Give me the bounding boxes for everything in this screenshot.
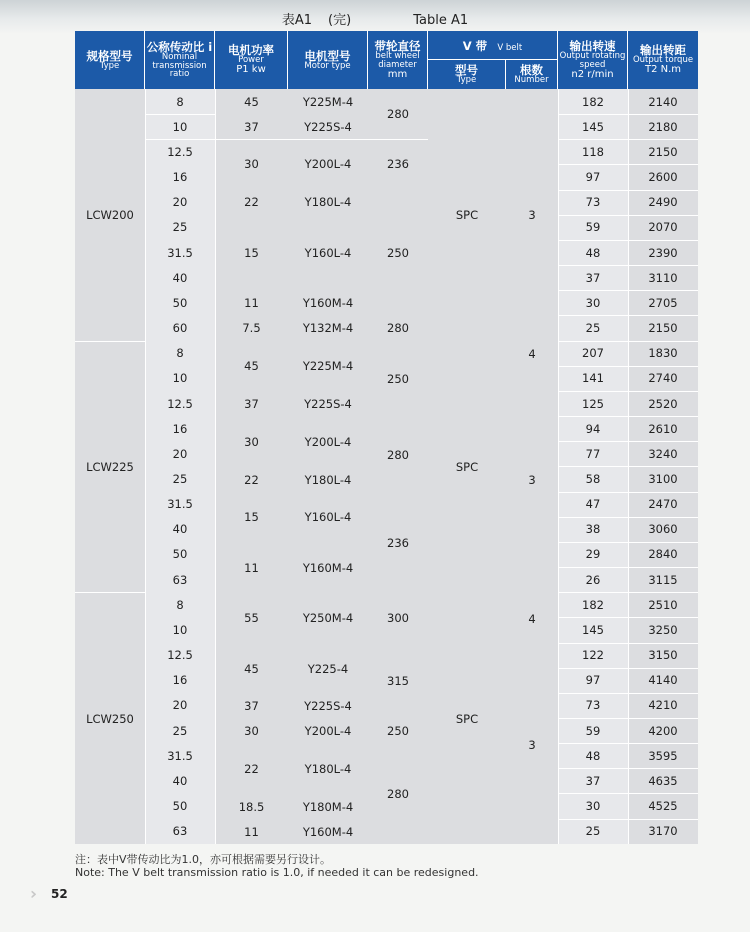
torque-cell: 4210	[648, 698, 678, 713]
speed-cell: 118	[582, 144, 604, 159]
vbelt-number: 4	[528, 347, 536, 361]
vbelt-type-lcw225: SPC	[455, 460, 479, 474]
type-label-lcw200: LCW200	[86, 208, 134, 222]
speed-cell: 30	[585, 799, 601, 814]
ratio-cell: 16	[172, 673, 188, 688]
ratio-cell: 12.5	[167, 396, 193, 411]
torque-cell: 3100	[648, 471, 678, 486]
power-cell: 11	[244, 561, 259, 575]
type-label-lcw225: LCW225	[86, 460, 134, 474]
torque-cell: 2520	[648, 396, 678, 411]
torque-cell: 3115	[648, 572, 678, 587]
ratio-cell: 10	[172, 371, 188, 386]
ratio-cell: 40	[172, 773, 188, 788]
power-cell: 37	[244, 397, 259, 411]
motor-cell: Y200L-4	[304, 724, 352, 738]
motor-cell: Y160M-4	[302, 296, 354, 310]
speed-cell: 30	[585, 295, 601, 310]
speed-cell: 125	[582, 396, 604, 411]
torque-cell: 2150	[648, 144, 678, 159]
power-cell: 11	[244, 825, 259, 839]
power-cell: 7.5	[242, 321, 261, 335]
torque-cell: 2740	[648, 371, 678, 386]
torque-cell: 3110	[648, 270, 678, 285]
motor-cell: Y225S-4	[304, 699, 352, 713]
torque-cell: 4635	[648, 773, 678, 788]
ratio-cell: 20	[172, 698, 188, 713]
motor-cell: Y225S-4	[304, 397, 352, 411]
power-cell: 45	[244, 95, 259, 109]
motor-cell: Y225M-4	[302, 359, 354, 373]
torque-cell: 3250	[648, 622, 678, 637]
torque-cell: 2490	[648, 195, 678, 210]
ratio-cell: 16	[172, 421, 188, 436]
wheel-cell: 300	[387, 611, 409, 625]
chevron-icon: ›››	[30, 884, 32, 903]
power-cell: 30	[244, 157, 259, 171]
power-cell: 18.5	[238, 800, 265, 814]
speed-cell: 94	[585, 421, 601, 436]
torque-cell: 4525	[648, 799, 678, 814]
speed-cell: 26	[585, 572, 601, 587]
motor-cell: Y225S-4	[304, 120, 352, 134]
table-body	[75, 89, 698, 844]
speed-cell: 29	[585, 547, 601, 562]
power-cell: 55	[244, 611, 259, 625]
wheel-cell: 236	[387, 536, 409, 550]
power-cell: 15	[244, 510, 259, 524]
header-wheel: 带轮直径 belt wheel diameter mm	[368, 31, 428, 89]
speed-cell: 141	[582, 371, 604, 386]
power-cell: 30	[244, 435, 259, 449]
power-cell: 22	[244, 473, 259, 487]
speed-cell: 37	[585, 773, 601, 788]
power-cell: 15	[244, 246, 259, 260]
power-cell: 22	[244, 195, 259, 209]
ratio-cell: 16	[172, 170, 188, 185]
ratio-cell: 40	[172, 522, 188, 537]
torque-cell: 3240	[648, 446, 678, 461]
note-en: Note: The V belt transmission ratio is 1.0, if needed it can be redesigned.	[75, 866, 479, 879]
ratio-cell: 63	[172, 824, 188, 839]
motor-cell: Y160M-4	[302, 825, 354, 839]
motor-cell: Y132M-4	[302, 321, 354, 335]
torque-cell: 2070	[648, 220, 678, 235]
speed-cell: 207	[582, 346, 604, 361]
torque-cell: 2705	[648, 295, 678, 310]
power-cell: 45	[244, 662, 259, 676]
wheel-cell: 280	[387, 321, 409, 335]
speed-cell: 73	[585, 698, 601, 713]
ratio-cell: 10	[172, 622, 188, 637]
speed-cell: 38	[585, 522, 601, 537]
vbelt-number: 3	[528, 473, 536, 487]
motor-cell: Y225M-4	[302, 95, 354, 109]
table-caption	[0, 9, 750, 28]
header-power: 电机功率 Power P1 kw	[215, 31, 288, 89]
torque-cell: 2180	[648, 119, 678, 134]
vbelt-type-lcw200: SPC	[455, 208, 479, 222]
power-cell: 45	[244, 359, 259, 373]
torque-cell: 3150	[648, 648, 678, 663]
header-torque: 输出转距 Output torque T2 N.m	[632, 43, 694, 76]
header-vbelt: V 带 V belt	[428, 31, 558, 60]
ratio-cell: 50	[172, 799, 188, 814]
ratio-cell: 8	[176, 346, 184, 361]
ratio-cell: 25	[172, 471, 188, 486]
torque-cell: 2390	[648, 245, 678, 260]
motor-cell: Y180L-4	[304, 762, 352, 776]
torque-cell: 2470	[648, 497, 678, 512]
wheel-cell: 315	[387, 674, 409, 688]
wheel-cell: 250	[387, 724, 409, 738]
header-motor: 电机型号 Motor type	[288, 31, 368, 89]
power-cell: 22	[244, 762, 259, 776]
torque-cell: 2610	[648, 421, 678, 436]
torque-cell: 2150	[648, 321, 678, 336]
torque-cell: 4200	[648, 723, 678, 738]
speed-cell: 145	[582, 119, 604, 134]
ratio-cell: 31.5	[167, 748, 193, 763]
caption-zh-suffix: (完)	[328, 13, 352, 28]
speed-cell: 182	[582, 94, 604, 109]
ratio-cell: 10	[172, 119, 188, 134]
ratio-cell: 50	[172, 295, 188, 310]
wheel-cell: 280	[387, 107, 409, 121]
motor-cell: Y160L-4	[304, 246, 352, 260]
vbelt-number: 3	[528, 738, 536, 752]
motor-cell: Y160M-4	[302, 561, 354, 575]
page-number: 52	[51, 887, 68, 901]
ratio-cell: 31.5	[167, 497, 193, 512]
speed-cell: 122	[582, 648, 604, 663]
wheel-cell: 280	[387, 787, 409, 801]
ratio-cell: 12.5	[167, 648, 193, 663]
speed-cell: 145	[582, 622, 604, 637]
speed-cell: 25	[585, 824, 601, 839]
note-zh: 注：表中V带传动比为1.0，亦可根据需要另行设计。	[75, 853, 332, 866]
wheel-cell: 280	[387, 448, 409, 462]
speed-cell: 59	[585, 220, 601, 235]
speed-cell: 48	[585, 245, 601, 260]
wheel-cell: 250	[387, 246, 409, 260]
header-type: 规格型号 Type	[75, 31, 145, 89]
speed-cell: 97	[585, 673, 601, 688]
header-vbelt-number: 根数 Number	[506, 60, 558, 89]
speed-cell: 58	[585, 471, 601, 486]
caption-zh: 表A1	[281, 13, 313, 28]
ratio-cell: 20	[172, 446, 188, 461]
torque-cell: 2140	[648, 94, 678, 109]
ratio-cell: 63	[172, 572, 188, 587]
ratio-cell: 50	[172, 547, 188, 562]
speed-cell: 77	[585, 446, 601, 461]
ratio-cell: 8	[176, 94, 184, 109]
vbelt-number: 3	[528, 208, 536, 222]
speed-cell: 59	[585, 723, 601, 738]
speed-cell: 73	[585, 195, 601, 210]
torque-cell: 1830	[648, 346, 678, 361]
ratio-cell: 40	[172, 270, 188, 285]
torque-cell: 3170	[648, 824, 678, 839]
ratio-cell: 20	[172, 195, 188, 210]
motor-cell: Y180L-4	[304, 473, 352, 487]
motor-cell: Y250M-4	[302, 611, 354, 625]
header-vbelt-type: 型号 Type	[428, 60, 506, 89]
torque-cell: 2840	[648, 547, 678, 562]
ratio-cell: 25	[172, 723, 188, 738]
motor-cell: Y225-4	[307, 662, 349, 676]
torque-cell: 3595	[648, 748, 678, 763]
power-cell: 30	[244, 724, 259, 738]
motor-cell: Y200L-4	[304, 435, 352, 449]
speed-cell: 97	[585, 170, 601, 185]
power-cell: 37	[244, 699, 259, 713]
speed-cell: 182	[582, 597, 604, 612]
caption-en: Table A1	[413, 13, 469, 28]
torque-cell: 3060	[648, 522, 678, 537]
wheel-cell: 236	[387, 157, 409, 171]
speed-cell: 48	[585, 748, 601, 763]
torque-cell: 2600	[648, 170, 678, 185]
power-cell: 37	[244, 120, 259, 134]
motor-cell: Y200L-4	[304, 157, 352, 171]
motor-cell: Y180L-4	[304, 195, 352, 209]
header-ratio: 公称传动比 i Nominal transmission ratio	[145, 31, 215, 89]
motor-cell: Y180M-4	[302, 800, 354, 814]
speed-cell: 37	[585, 270, 601, 285]
torque-cell: 2510	[648, 597, 678, 612]
table-header	[75, 31, 698, 89]
ratio-cell: 31.5	[167, 245, 193, 260]
ratio-cell: 12.5	[167, 144, 193, 159]
vbelt-type-lcw250: SPC	[455, 712, 479, 726]
motor-cell: Y160L-4	[304, 510, 352, 524]
power-cell: 11	[244, 296, 259, 310]
type-label-lcw250: LCW250	[86, 712, 134, 726]
vbelt-number: 4	[528, 612, 536, 626]
wheel-cell: 250	[387, 372, 409, 386]
header-speed: 输出转速 Output rotating speed n2 r/min	[558, 31, 628, 89]
ratio-cell: 60	[172, 321, 188, 336]
torque-cell: 4140	[648, 673, 678, 688]
speed-cell: 25	[585, 321, 601, 336]
speed-cell: 47	[585, 497, 601, 512]
ratio-cell: 25	[172, 220, 188, 235]
ratio-cell: 8	[176, 597, 184, 612]
